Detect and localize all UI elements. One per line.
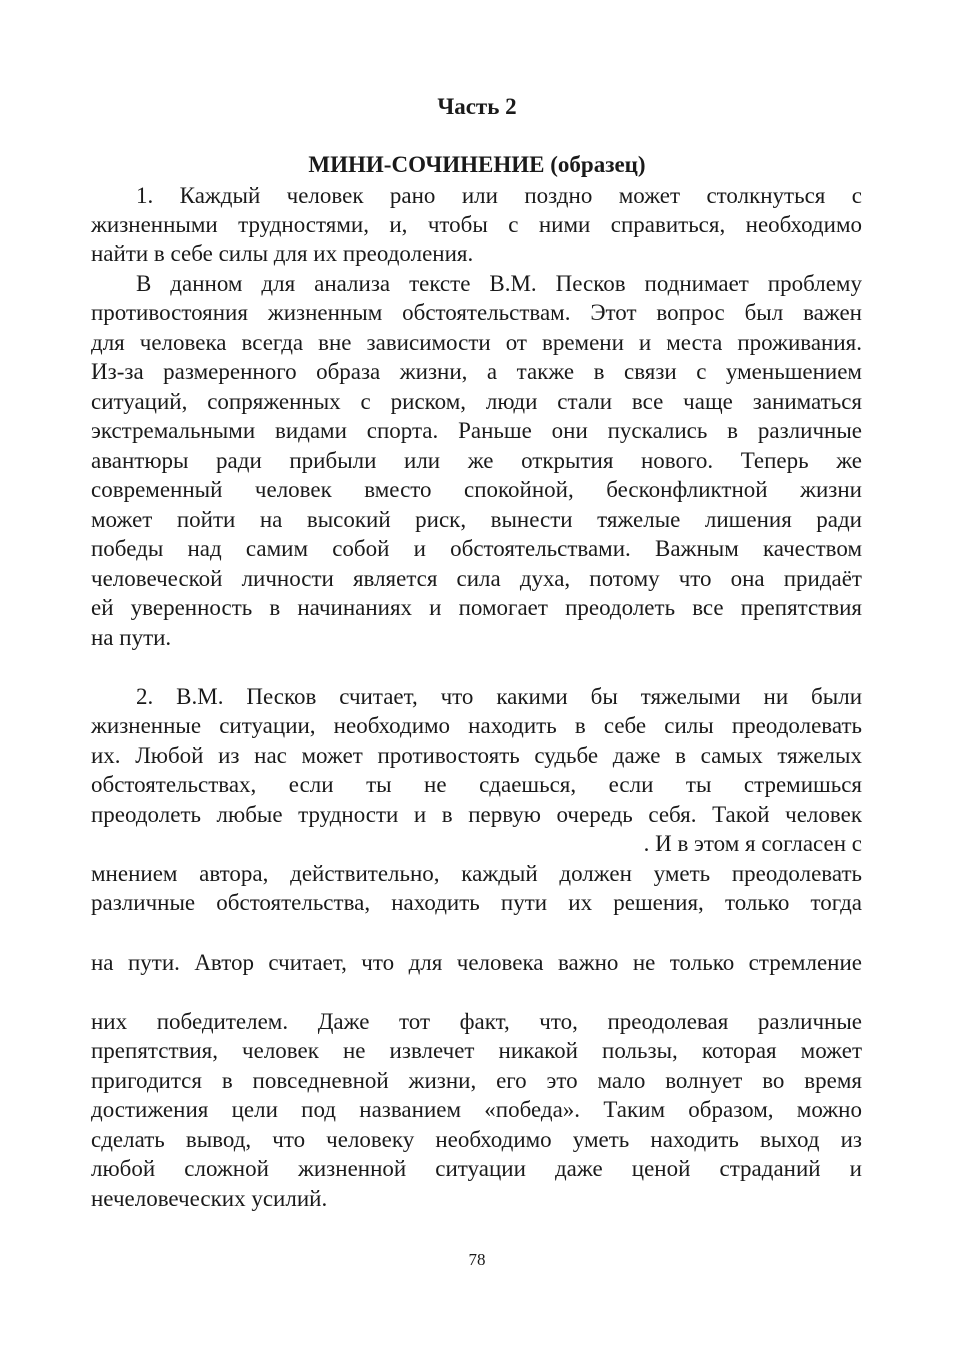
text-line: на пути. [91, 625, 172, 650]
text-line: противостояния жизненным обстоятельствам. Этот вопрос был важен [91, 300, 862, 325]
text-line: для человека всегда вне зависимости от времени и места проживания. [91, 330, 862, 355]
text-line: препятствия, человек не извлечет никакой пользы, которая может [91, 1038, 862, 1063]
text-line: обстоятельствах, если ты не сдаешься, если ты стремишься [91, 772, 862, 797]
text-line: различные обстоятельства, находить пути их решения, только тогда [91, 890, 862, 915]
page-number: 78 [468, 1250, 486, 1269]
text-line: достижения цели под названием «победа». Таким образом, можно [91, 1097, 862, 1122]
text-line: преодолеть любые трудности и в первую очередь себя. Такой человек [91, 802, 862, 827]
text-line: любой сложной жизненной ситуации даже ценой страданий и [91, 1156, 862, 1181]
text-line: ситуаций, сопряженных с риском, люди стали все чаще заниматься [91, 389, 862, 414]
text-line: найти в себе силы для их преодоления. [91, 241, 474, 266]
text-line: может пойти на высокий риск, вынести тяжелые лишения ради [91, 507, 862, 532]
text-line: авантюры ради прибыли или же открытия нового. Теперь же [91, 448, 862, 473]
text-line: человеческой личности является сила духа, потому что она придаёт [91, 566, 862, 591]
text-line: их. Любой из нас может противостоять судьбе даже в самых тяжелых [91, 743, 862, 768]
text-line: жизненные ситуации, необходимо находить в себе силы преодолевать [91, 713, 862, 738]
text-line: экстремальными видами спорта. Раньше они пускались в различные [91, 418, 862, 443]
text-line: жизненными трудностями, и, чтобы с ними справиться, необходимо [91, 212, 862, 237]
text-line: сделать вывод, что человеку необходимо уметь находить выход из [91, 1127, 862, 1152]
text-line: современный человек вместо спокойной, бесконфликтной жизни [91, 477, 862, 502]
text-line: пригодится в повседневной жизни, его это мало волнует во время [91, 1068, 862, 1093]
text-line: 1. Каждый человек рано или поздно может столкнуться с [136, 183, 862, 208]
text-line: них победителем. Даже тот факт, что, преодолевая различные [91, 1009, 862, 1034]
text-line: ей уверенность в начинаниях и помогает преодолеть все препятствия [91, 595, 862, 620]
text-line: мнением автора, действительно, каждый должен уметь преодолевать [91, 861, 862, 886]
part-title: Часть 2 [437, 94, 517, 119]
text-line: . И в этом я согласен с [643, 831, 862, 856]
text-line: нечеловеческих усилий. [91, 1186, 328, 1211]
text-line: Из-за размеренного образа жизни, а также в связи с уменьшением [91, 359, 862, 384]
text-line: на пути. Автор считает, что для человека важно не только стремление [91, 950, 862, 975]
text-line: 2. В.М. Песков считает, что какими бы тяжелыми ни были [136, 684, 862, 709]
text-line: В данном для анализа тексте В.М. Песков поднимает проблему [136, 271, 862, 296]
text-line: победы над самим собой и обстоятельствами. Важным качеством [91, 536, 862, 561]
section-title: МИНИ-СОЧИНЕНИЕ (образец) [308, 152, 646, 177]
